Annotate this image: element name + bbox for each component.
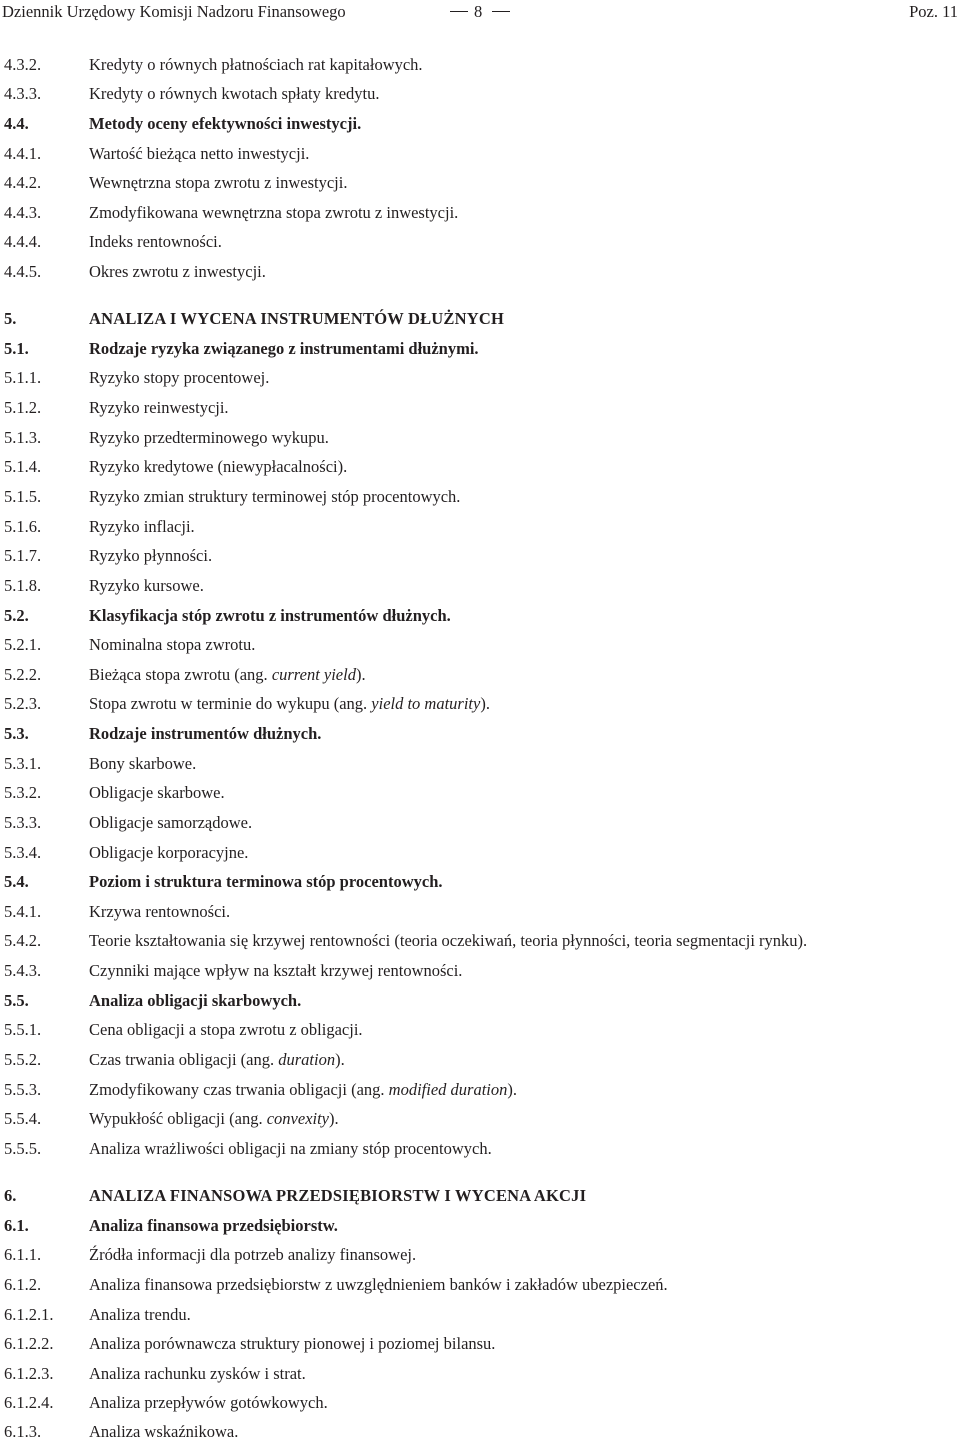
toc-number: 5.2.3. — [4, 694, 42, 713]
toc-text: Czynniki mające wpływ na kształt krzywej rentowności. — [89, 961, 463, 980]
toc-number: 5.1.7. — [4, 546, 42, 565]
toc-text: Analiza finansowa przedsiębiorstw. — [89, 1216, 338, 1235]
toc-text: Zmodyfikowany czas trwania obligacji (ang. modified duration). — [89, 1080, 517, 1099]
toc-number: 5.5.2. — [4, 1050, 42, 1069]
toc-text: Krzywa rentowności. — [89, 902, 231, 921]
toc-number: 6.1.2.1. — [4, 1305, 54, 1324]
toc-number: 6.1.3. — [4, 1422, 42, 1441]
toc-text: Teorie kształtowania się krzywej rentowności (teoria oczekiwań, teoria płynności, teoria segmentacji rynku). — [89, 931, 808, 950]
toc-number: 5.4.2. — [4, 931, 42, 950]
toc-number: 4.4.4. — [4, 232, 42, 251]
toc-text: Ryzyko reinwestycji. — [89, 398, 229, 417]
header-rule-right — [492, 11, 510, 12]
header-rule-left — [450, 11, 468, 12]
toc-number: 5.1.5. — [4, 487, 42, 506]
toc-number: 5.1.3. — [4, 428, 42, 447]
toc-number: 5.5.1. — [4, 1020, 42, 1039]
toc-text: Metody oceny efektywności inwestycji. — [89, 114, 362, 133]
toc-text: Ryzyko zmian struktury terminowej stóp procentowych. — [89, 487, 461, 506]
toc-text: ANALIZA I WYCENA INSTRUMENTÓW DŁUŻNYCH — [89, 309, 504, 328]
toc-number: 5.2.2. — [4, 665, 42, 684]
toc-number: 5.1.2. — [4, 398, 42, 417]
toc-number: 6.1. — [4, 1216, 29, 1235]
toc-number: 5.1.4. — [4, 457, 42, 476]
toc-number: 5.3.1. — [4, 754, 42, 773]
toc-number: 5.3.4. — [4, 843, 42, 862]
toc-number: 5.3. — [4, 724, 29, 743]
toc-text: Analiza przepływów gotówkowych. — [89, 1393, 328, 1412]
toc-text: Analiza wskaźnikowa. — [89, 1422, 239, 1441]
english-term: modified duration — [388, 1080, 508, 1099]
toc-text: Indeks rentowności. — [89, 232, 222, 251]
toc-number: 5.5. — [4, 991, 29, 1010]
toc-text: Analiza rachunku zysków i strat. — [89, 1364, 306, 1383]
english-term: current yield — [271, 665, 356, 684]
toc-text: Analiza finansowa przedsiębiorstw z uwzględnieniem banków i zakładów ubezpieczeń. — [89, 1275, 668, 1294]
toc-number: 4.4. — [4, 114, 29, 133]
toc-number: 5.5.3. — [4, 1080, 42, 1099]
page-number: 8 — [474, 2, 483, 21]
toc-number: 4.3.3. — [4, 84, 42, 103]
toc-text: Ryzyko kursowe. — [89, 576, 204, 595]
toc-text: Klasyfikacja stóp zwrotu z instrumentów dłużnych. — [89, 606, 451, 625]
toc-text: Poziom i struktura terminowa stóp procentowych. — [89, 872, 443, 891]
toc-number: 5.4. — [4, 872, 29, 891]
toc-number: 4.4.5. — [4, 262, 42, 281]
toc-number: 4.3.2. — [4, 55, 42, 74]
toc-number: 6.1.2.2. — [4, 1334, 54, 1353]
toc-text: Analiza obligacji skarbowych. — [89, 991, 302, 1010]
toc-number: 6.1.2.4. — [4, 1393, 54, 1412]
toc-number: 5.3.3. — [4, 813, 42, 832]
toc-text: Ryzyko inflacji. — [89, 517, 195, 536]
toc-number: 5.4.3. — [4, 961, 42, 980]
journal-title: Dziennik Urzędowy Komisji Nadzoru Finansowego — [2, 2, 346, 21]
toc-text: Cena obligacji a stopa zwrotu z obligacji. — [89, 1020, 363, 1039]
toc-text: Czas trwania obligacji (ang. duration). — [89, 1050, 345, 1069]
english-term: yield to maturity — [371, 694, 481, 713]
toc-number: 5.5.5. — [4, 1139, 42, 1158]
toc-text: Bieżąca stopa zwrotu (ang. current yield). — [89, 665, 366, 684]
toc-text: Wartość bieżąca netto inwestycji. — [89, 144, 310, 163]
toc-number: 4.4.1. — [4, 144, 42, 163]
page-header — [0, 0, 960, 26]
toc-text: Ryzyko płynności. — [89, 546, 213, 565]
toc-text: Ryzyko kredytowe (niewypłacalności). — [89, 457, 348, 476]
toc-number: 4.4.2. — [4, 173, 42, 192]
toc-text: ANALIZA FINANSOWA PRZEDSIĘBIORSTW I WYCENA AKCJI — [89, 1186, 587, 1205]
toc-text: Wypukłość obligacji (ang. convexity). — [89, 1109, 339, 1128]
position-label: Poz. 11 — [909, 2, 958, 21]
toc-number: 5.1.8. — [4, 576, 42, 595]
toc-text: Wewnętrzna stopa zwrotu z inwestycji. — [89, 173, 348, 192]
toc-text: Okres zwrotu z inwestycji. — [89, 262, 266, 281]
toc-text: Kredyty o równych płatnościach rat kapitałowych. — [89, 55, 423, 74]
toc-text: Ryzyko przedterminowego wykupu. — [89, 428, 329, 447]
toc-number: 6.1.2.3. — [4, 1364, 54, 1383]
toc-text: Obligacje samorządowe. — [89, 813, 253, 832]
toc-text: Stopa zwrotu w terminie do wykupu (ang. yield to maturity). — [89, 694, 490, 713]
toc-text: Obligacje korporacyjne. — [89, 843, 249, 862]
toc-text: Źródła informacji dla potrzeb analizy finansowej. — [89, 1245, 417, 1264]
toc-number: 5.2. — [4, 606, 29, 625]
toc-text: Obligacje skarbowe. — [89, 783, 225, 802]
toc-text: Nominalna stopa zwrotu. — [89, 635, 256, 654]
toc-number: 6. — [4, 1186, 17, 1205]
toc-text: Rodzaje ryzyka związanego z instrumentami dłużnymi. — [89, 339, 479, 358]
toc-number: 5.1.1. — [4, 368, 42, 387]
toc-text: Ryzyko stopy procentowej. — [89, 368, 270, 387]
toc-number: 5.1. — [4, 339, 29, 358]
toc-number: 5.3.2. — [4, 783, 42, 802]
toc-text: Analiza porównawcza struktury pionowej i poziomej bilansu. — [89, 1334, 496, 1353]
toc-number: 5.2.1. — [4, 635, 42, 654]
toc-text: Bony skarbowe. — [89, 754, 197, 773]
toc-number: 4.4.3. — [4, 203, 42, 222]
toc-number: 5.5.4. — [4, 1109, 42, 1128]
toc-number: 6.1.2. — [4, 1275, 42, 1294]
toc-number: 5.4.1. — [4, 902, 42, 921]
toc-text: Analiza trendu. — [89, 1305, 191, 1324]
toc-text: Kredyty o równych kwotach spłaty kredytu. — [89, 84, 380, 103]
toc-number: 6.1.1. — [4, 1245, 42, 1264]
toc-text: Analiza wrażliwości obligacji na zmiany stóp procentowych. — [89, 1139, 492, 1158]
toc-text: Zmodyfikowana wewnętrzna stopa zwrotu z inwestycji. — [89, 203, 459, 222]
toc-number: 5.1.6. — [4, 517, 42, 536]
toc-number: 5. — [4, 309, 17, 328]
toc-text: Rodzaje instrumentów dłużnych. — [89, 724, 322, 743]
english-term: convexity — [266, 1109, 330, 1128]
english-term: duration — [278, 1050, 336, 1069]
